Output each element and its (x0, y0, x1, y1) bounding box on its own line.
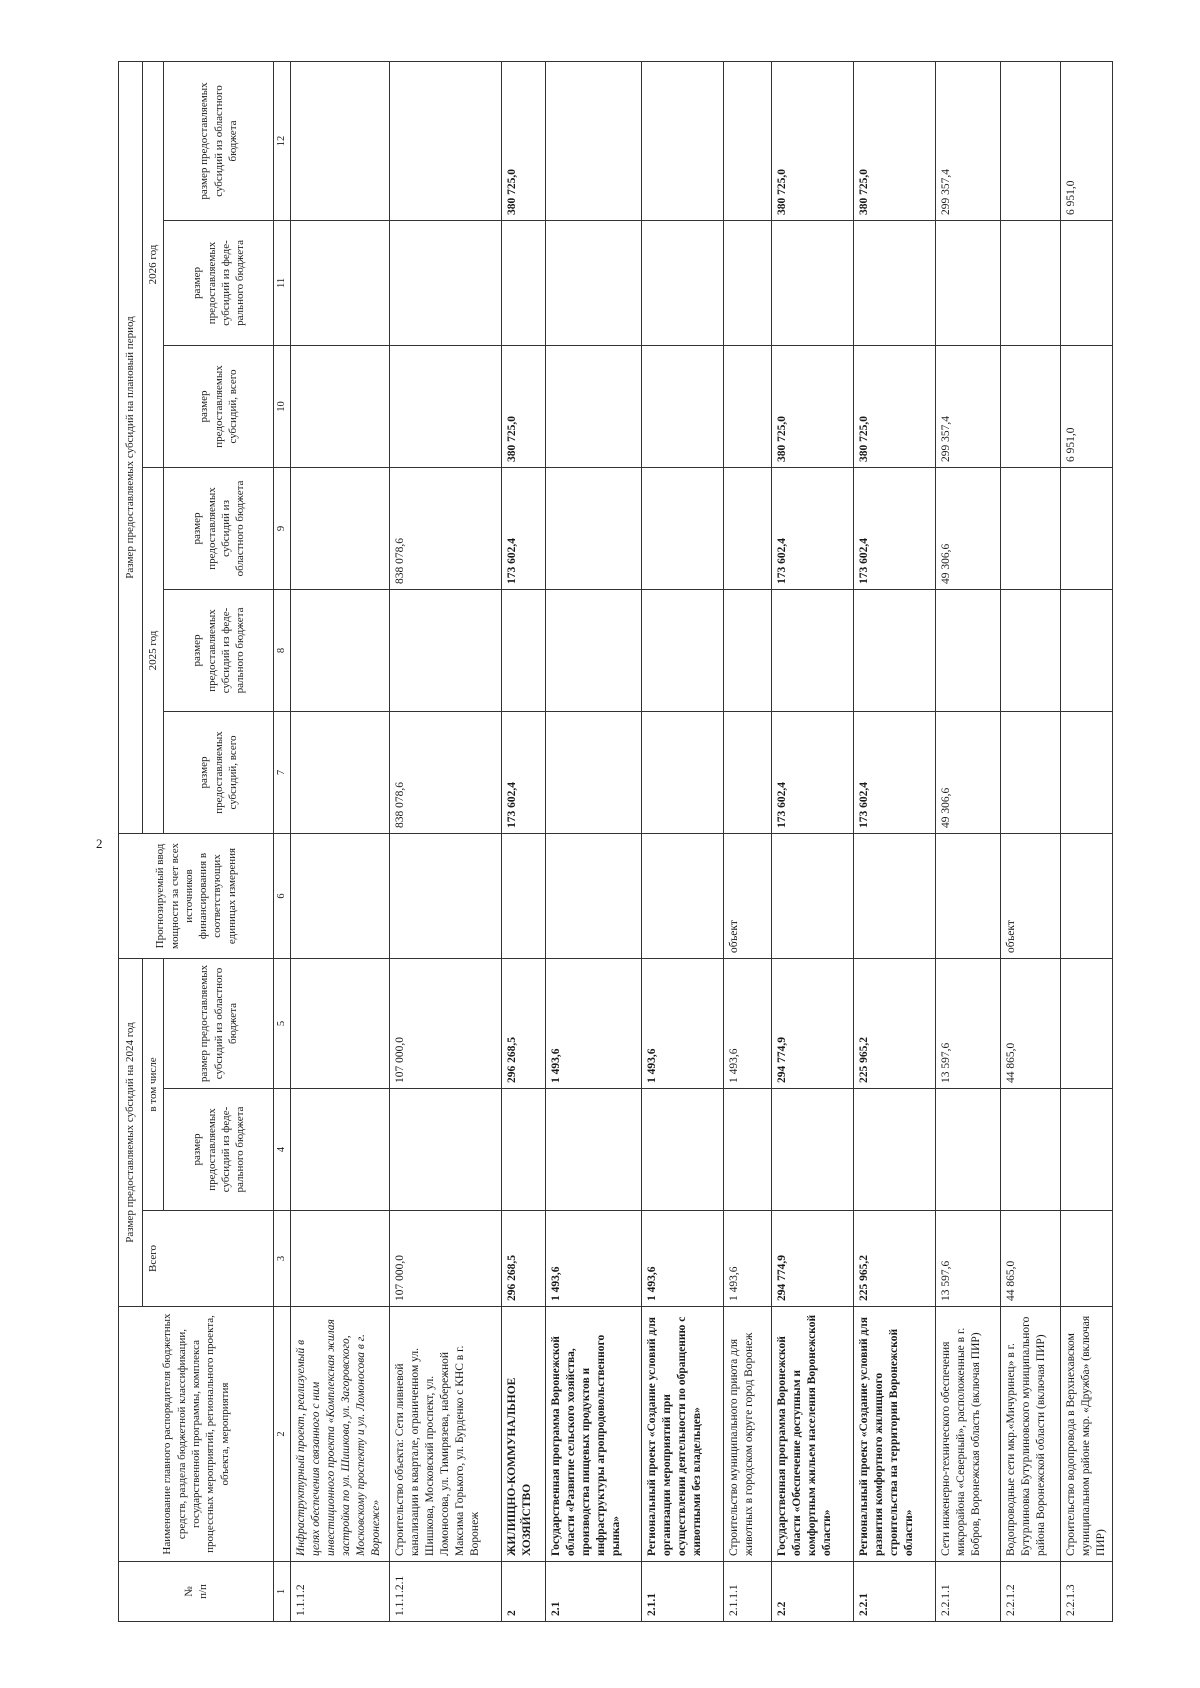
value-2025-reg (723, 467, 771, 589)
value-2025-fed (1060, 589, 1112, 711)
header-2026-reg: размер предоставляемых субсидий из областного бюджета (164, 61, 274, 220)
header-2024-reg: размер предоставляемых субсидий из областного бюджета (164, 958, 274, 1088)
value-2025-total (1000, 711, 1060, 833)
value-2026-fed (853, 220, 935, 345)
value-2024-reg: 107 000,0 (389, 958, 501, 1088)
value-2025-reg: 173 602,4 (501, 467, 545, 589)
header-name: Наименование главного распорядителя бюджетных средств, раздела бюджетной классификации, государственной программы, комплекса процессных мероприятий, регионального проекта, объекта, мероприятия (119, 1307, 274, 1562)
value-2024-fed (501, 1089, 545, 1211)
table-row (545, 61, 641, 1621)
column-number: 11 (274, 220, 291, 345)
value-2026-fed (1000, 220, 1060, 345)
row-name: Государственная программа Воронежской области «Развитие сельского хозяйства, производства пищевых продуктов и инфраструктуры агропродовольственного рынка» (545, 1307, 641, 1562)
value-2024-total: 44 865,0 (1000, 1211, 1060, 1307)
header-2025-reg: размер предоставляемых субсидий из областного бюджета (164, 467, 274, 589)
value-2025-total: 173 602,4 (853, 711, 935, 833)
value-2026-total: 380 725,0 (501, 345, 545, 467)
column-number: 5 (274, 958, 291, 1088)
row-name: Инфраструктурный проект, реализуемый в целях обеспечения связанного с ним инвестиционного проекта «Комплексная жилая застройка по ул. Шишкова, ул. Загоровского, Московскому проспекту и ул. Ломоносова в г. Воронеже» (290, 1307, 389, 1562)
table-row (723, 61, 771, 1621)
value-capacity (1060, 833, 1112, 958)
value-2026-total (545, 345, 641, 467)
value-2025-reg (545, 467, 641, 589)
value-capacity: объект (1000, 833, 1060, 958)
value-2025-total: 173 602,4 (771, 711, 853, 833)
value-2024-reg: 13 597,6 (935, 958, 1000, 1088)
header-2024-fed: размер предоставляемых субсидий из феде-рального бюджета (164, 1089, 274, 1211)
value-2025-reg: 49 306,6 (935, 467, 1000, 589)
column-number: 1 (274, 1562, 291, 1622)
value-2025-total (723, 711, 771, 833)
row-number: 2.1.1.1 (723, 1562, 771, 1622)
value-capacity (389, 833, 501, 958)
page-number: 2 (96, 836, 103, 851)
value-2024-reg (290, 958, 389, 1088)
row-name: ЖИЛИЩНО-КОММУНАЛЬНОЕ ХОЗЯЙСТВО (501, 1307, 545, 1562)
table-row (641, 61, 723, 1621)
row-number: 2.2.1.3 (1060, 1562, 1112, 1622)
value-2025-reg: 173 602,4 (771, 467, 853, 589)
value-2024-total: 107 000,0 (389, 1211, 501, 1307)
value-2025-reg: 173 602,4 (853, 467, 935, 589)
value-capacity (935, 833, 1000, 958)
value-2026-fed (545, 220, 641, 345)
value-2025-reg: 838 078,6 (389, 467, 501, 589)
column-number: 8 (274, 589, 291, 711)
table-row (853, 61, 935, 1621)
row-number: 2.1.1 (641, 1562, 723, 1622)
value-2026-total: 380 725,0 (853, 345, 935, 467)
row-number: 2.1 (545, 1562, 641, 1622)
value-2025-fed (501, 589, 545, 711)
header-2025: 2025 год (143, 467, 164, 833)
value-2024-total: 13 597,6 (935, 1211, 1000, 1307)
value-2024-total: 1 493,6 (723, 1211, 771, 1307)
value-2026-total: 6 951,0 (1060, 345, 1112, 467)
header-2026-total: размер предоставляемых субсидий, всего (164, 345, 274, 467)
value-2026-fed (771, 220, 853, 345)
value-2026-total (1000, 345, 1060, 467)
value-2024-total: 225 965,2 (853, 1211, 935, 1307)
table-row (935, 61, 1000, 1621)
header-2025-total: размер предоставляемых субсидий, всего (164, 711, 274, 833)
column-number: 10 (274, 345, 291, 467)
value-2025-total: 173 602,4 (501, 711, 545, 833)
value-2026-fed (935, 220, 1000, 345)
value-2024-fed (389, 1089, 501, 1211)
value-2024-total: 1 493,6 (641, 1211, 723, 1307)
value-capacity (771, 833, 853, 958)
value-2026-reg (723, 61, 771, 220)
value-2025-reg (290, 467, 389, 589)
row-number: 1.1.1.2.1 (389, 1562, 501, 1622)
table-row (290, 61, 389, 1621)
column-number: 9 (274, 467, 291, 589)
value-2024-fed (853, 1089, 935, 1211)
column-number: 7 (274, 711, 291, 833)
row-number: 2.2 (771, 1562, 853, 1622)
table-row (1060, 61, 1112, 1621)
value-capacity (641, 833, 723, 958)
value-2024-total (290, 1211, 389, 1307)
row-name: Государственная программа Воронежской области «Обеспечение доступным и комфортным жильем населения Воронежской области» (771, 1307, 853, 1562)
column-number: 3 (274, 1211, 291, 1307)
column-numbers-row (274, 61, 291, 1621)
value-2025-fed (1000, 589, 1060, 711)
value-capacity (501, 833, 545, 958)
row-number: 2.2.1.2 (1000, 1562, 1060, 1622)
value-2025-fed (771, 589, 853, 711)
value-2025-total (1060, 711, 1112, 833)
value-2024-fed (935, 1089, 1000, 1211)
column-number: 4 (274, 1089, 291, 1211)
header-2026: 2026 год (143, 61, 164, 467)
value-2024-fed (771, 1089, 853, 1211)
value-2024-reg: 296 268,5 (501, 958, 545, 1088)
header-2024: Размер предоставляемых субсидий на 2024 год (119, 958, 143, 1306)
value-2025-fed (641, 589, 723, 711)
value-2026-reg: 380 725,0 (771, 61, 853, 220)
value-2026-reg (389, 61, 501, 220)
value-2026-total: 380 725,0 (771, 345, 853, 467)
value-2026-total (641, 345, 723, 467)
value-2024-reg: 1 493,6 (723, 958, 771, 1088)
value-2024-reg: 44 865,0 (1000, 958, 1060, 1088)
value-2025-fed (935, 589, 1000, 711)
row-name: Строительство водопровода в Верхнехавском муниципальном районе мкр. «Дружба» (включая ПИР) (1060, 1307, 1112, 1562)
table-row (1000, 61, 1060, 1621)
row-name: Региональный проект «Создание условий для развития комфортного жилищного строительства на территории Воронежской области» (853, 1307, 935, 1562)
value-2024-fed (1060, 1089, 1112, 1211)
row-name: Региональный проект «Создание условий для организации мероприятий при осуществлении деятельности по обращению с животными без владельцев» (641, 1307, 723, 1562)
value-2024-reg: 294 774,9 (771, 958, 853, 1088)
value-2024-reg: 225 965,2 (853, 958, 935, 1088)
value-2025-fed (545, 589, 641, 711)
column-number: 2 (274, 1307, 291, 1562)
value-2025-reg (1000, 467, 1060, 589)
value-2025-reg (1060, 467, 1112, 589)
value-2026-reg (1000, 61, 1060, 220)
value-2025-total: 49 306,6 (935, 711, 1000, 833)
value-2024-total (1060, 1211, 1112, 1307)
value-2025-reg (641, 467, 723, 589)
value-2024-fed (641, 1089, 723, 1211)
value-2026-fed (501, 220, 545, 345)
value-capacity (290, 833, 389, 958)
value-2025-total: 838 078,6 (389, 711, 501, 833)
table-row (501, 61, 545, 1621)
row-number: 2 (501, 1562, 545, 1622)
value-2026-reg: 380 725,0 (853, 61, 935, 220)
value-2026-reg: 299 357,4 (935, 61, 1000, 220)
value-2024-fed (1000, 1089, 1060, 1211)
value-2025-total (641, 711, 723, 833)
value-2026-total (723, 345, 771, 467)
table-row (389, 61, 501, 1621)
value-2024-total: 1 493,6 (545, 1211, 641, 1307)
column-number: 12 (274, 61, 291, 220)
value-capacity: объект (723, 833, 771, 958)
row-name: Сети инженерно-технического обеспечения микрорайона «Северный», расположенные в г. Бобров, Воронежская область (включая ПИР) (935, 1307, 1000, 1562)
value-2025-total (290, 711, 389, 833)
value-2025-fed (290, 589, 389, 711)
budget-table-sheet (118, 62, 1107, 1622)
value-capacity (545, 833, 641, 958)
value-2024-reg (1060, 958, 1112, 1088)
table-row (771, 61, 853, 1621)
row-number: 2.2.1 (853, 1562, 935, 1622)
value-2026-reg: 380 725,0 (501, 61, 545, 220)
value-2026-reg (290, 61, 389, 220)
value-2024-fed (290, 1089, 389, 1211)
row-name: Строительство объекта: Сети ливневой канализации в квартале, ограниченном ул. Шишкова, Московский проспект, ул. Ломоносова, ул. Тимирязева, набережной Максима Горького, ул. Бурденко с КНС в г. Воронеж (389, 1307, 501, 1562)
header-2024-incl: в том числе (143, 958, 164, 1210)
value-2026-total: 299 357,4 (935, 345, 1000, 467)
value-capacity (853, 833, 935, 958)
value-2026-fed (1060, 220, 1112, 345)
value-2024-total: 294 774,9 (771, 1211, 853, 1307)
value-2026-fed (389, 220, 501, 345)
row-number: 2.2.1.1 (935, 1562, 1000, 1622)
table-body (290, 61, 1112, 1621)
value-2025-total (545, 711, 641, 833)
value-2024-reg: 1 493,6 (641, 958, 723, 1088)
value-2026-fed (641, 220, 723, 345)
value-2024-fed (723, 1089, 771, 1211)
header-capacity: Прогнозируемый ввод мощности за счет всех источников финансирования в соответствующих единицах измерения (119, 833, 274, 958)
value-2024-fed (545, 1089, 641, 1211)
row-name: Водопроводные сети мкр.«Мичуринец» в г. Бутурлиновка Бутурлиновского муниципального района Воронежской области (включая ПИР) (1000, 1307, 1060, 1562)
value-2026-total (290, 345, 389, 467)
value-2026-reg: 6 951,0 (1060, 61, 1112, 220)
value-2025-fed (723, 589, 771, 711)
value-2026-fed (723, 220, 771, 345)
subsidy-table (118, 61, 1113, 1622)
value-2026-fed (290, 220, 389, 345)
value-2026-total (389, 345, 501, 467)
header-plan: Размер предоставляемых субсидий на плановый период (119, 61, 143, 833)
header-2026-fed: размер предоставляемых субсидий из феде-рального бюджета (164, 220, 274, 345)
value-2026-reg (545, 61, 641, 220)
row-name: Строительство муниципального приюта для животных в городском округе город Воронеж (723, 1307, 771, 1562)
value-2025-fed (389, 589, 501, 711)
header-2025-fed: размер предоставляемых субсидий из феде-рального бюджета (164, 589, 274, 711)
value-2025-fed (853, 589, 935, 711)
column-number: 6 (274, 833, 291, 958)
value-2024-total: 296 268,5 (501, 1211, 545, 1307)
header-num: № п/п (119, 1562, 274, 1622)
row-number: 1.1.1.2 (290, 1562, 389, 1622)
value-2024-reg: 1 493,6 (545, 958, 641, 1088)
value-2026-reg (641, 61, 723, 220)
header-2024-total: Всего (143, 1211, 274, 1307)
